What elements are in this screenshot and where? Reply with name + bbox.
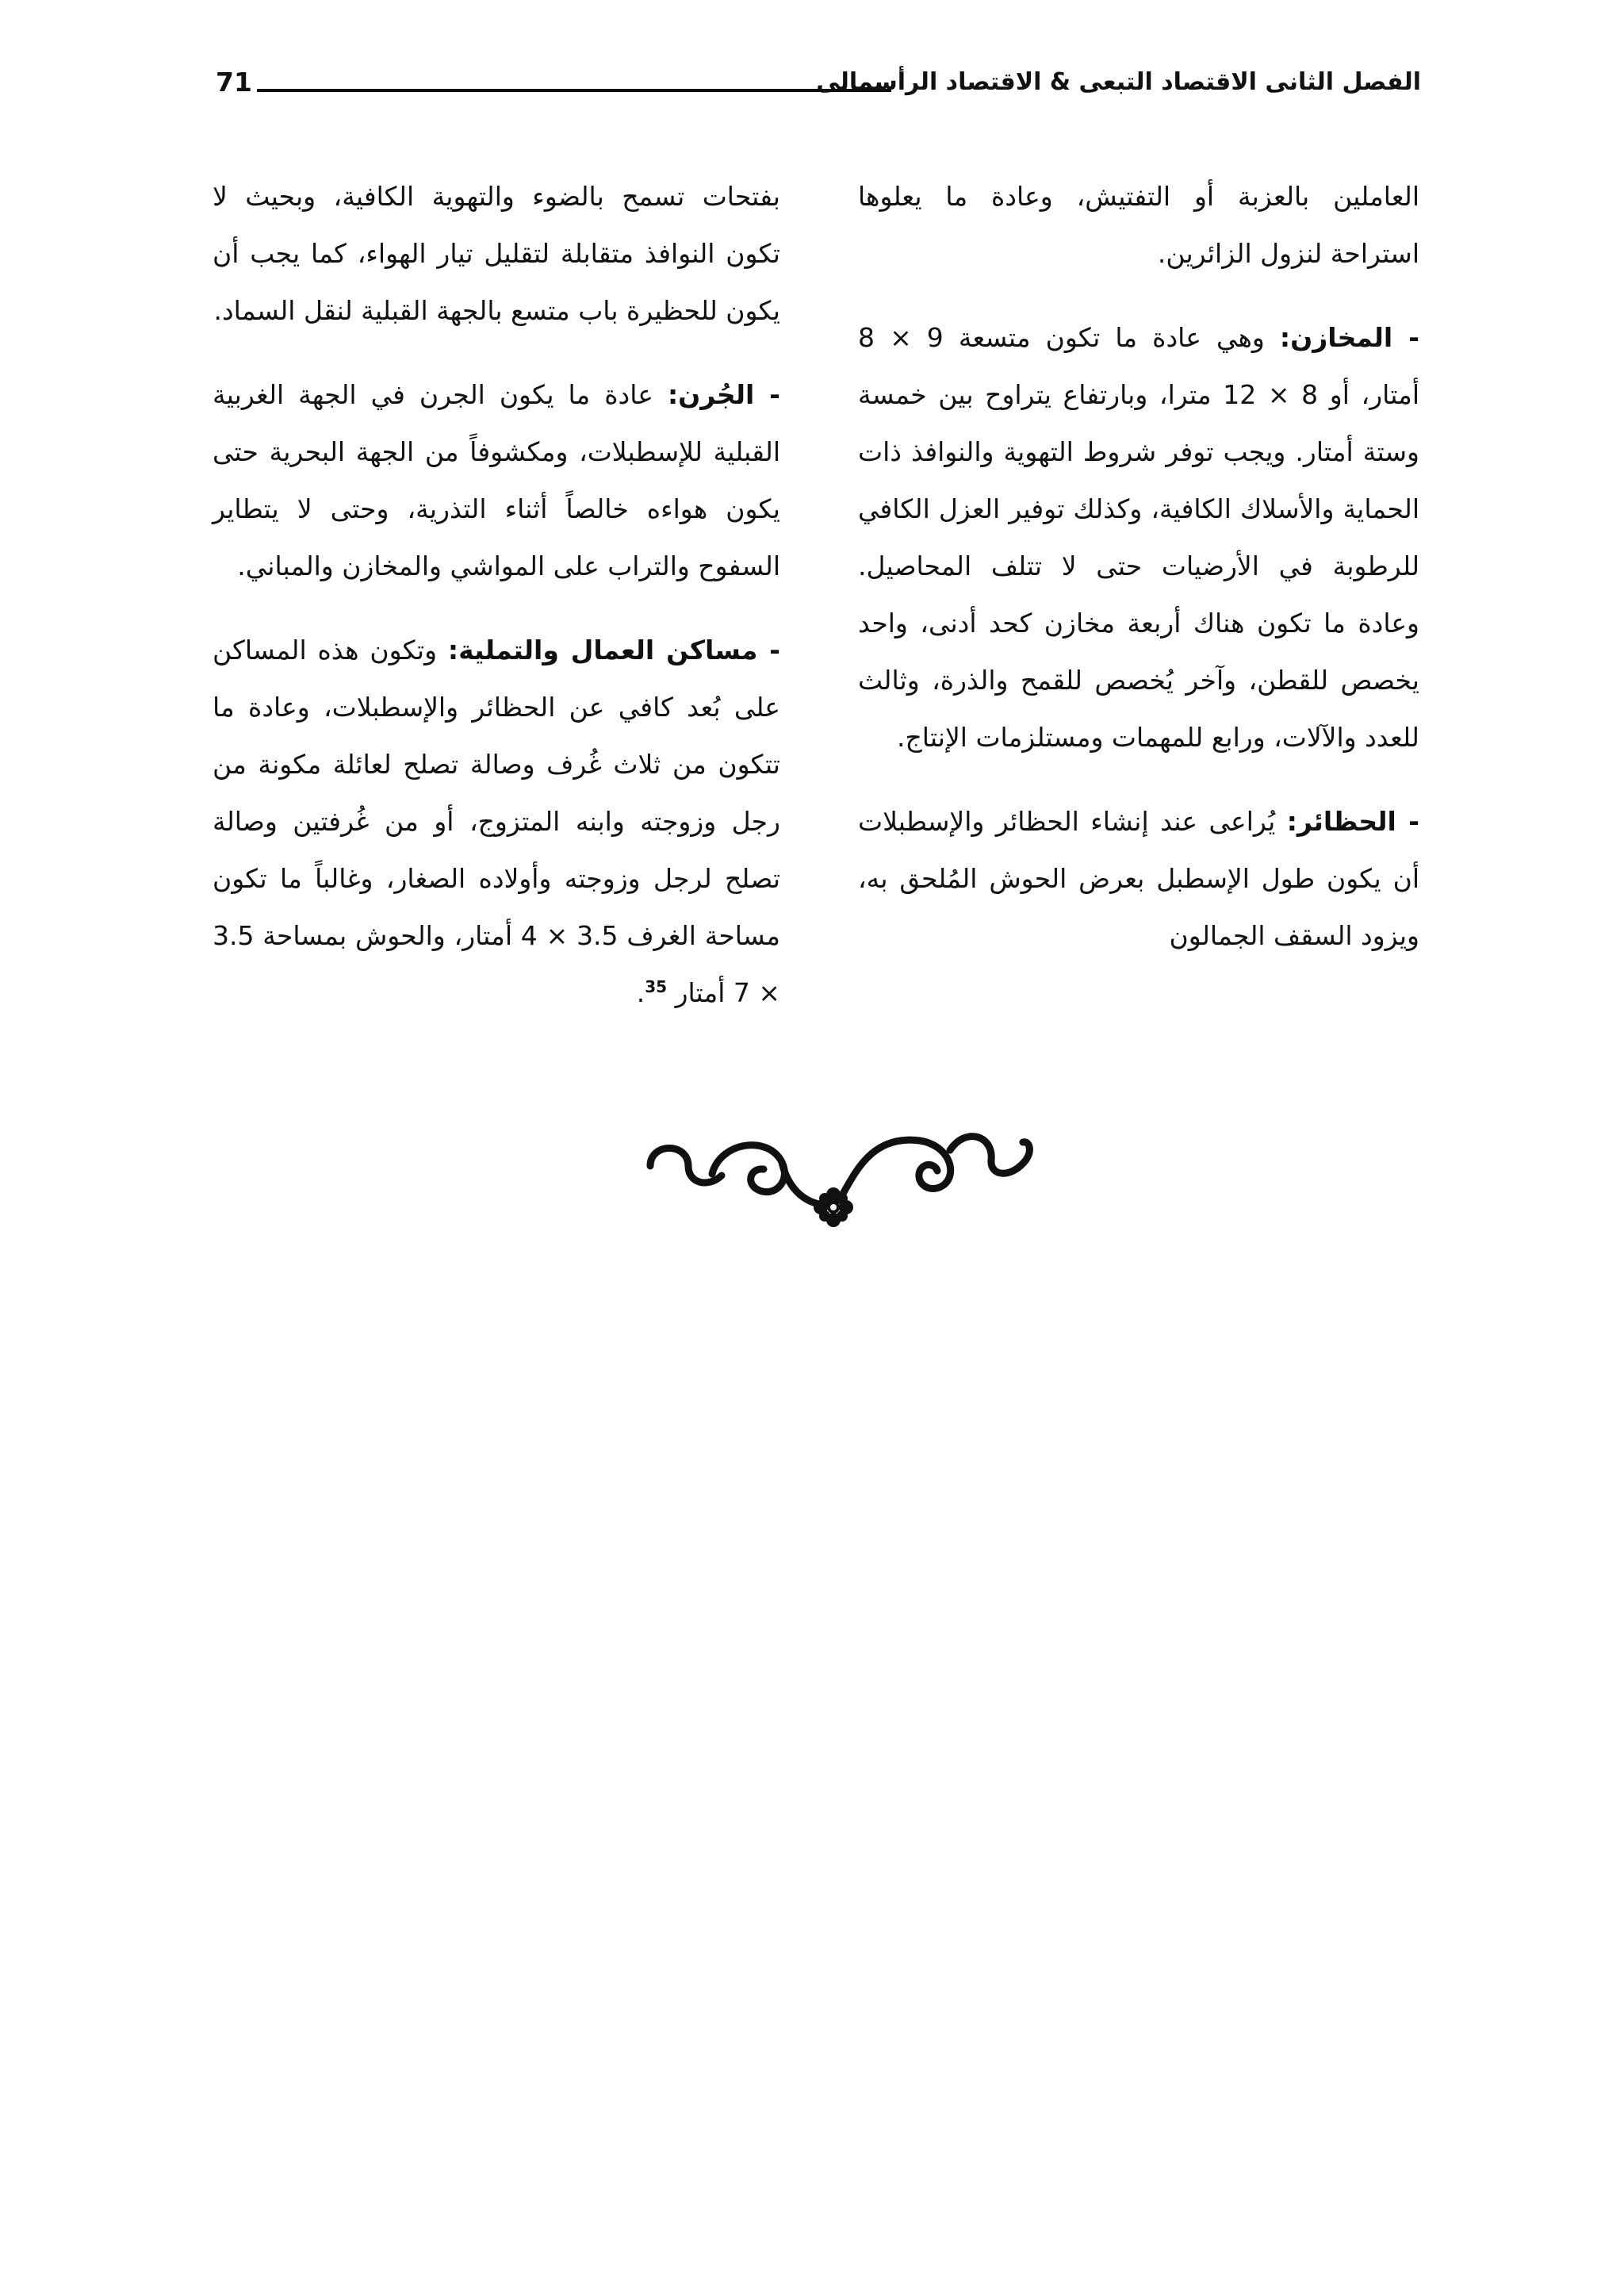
term-stores: - المخازن:	[1279, 322, 1419, 353]
paragraph-text: وهي عادة ما تكون متسعة 9 × 8 أمتار، أو 8 × 12 مترا، وبارتفاع يتراوح بين خمسة وستة أمتار. ويجب توفر شروط التهوية والنوافذ ذات الحماية والأسلاك الكافية، وكذلك توفير العزل الكافي للرطوبة في الأرضيات حتى لا تتلف المحاصيل. وعادة ما تكون هناك أربعة مخازن كحد أدنى، واحد يخصص للقطن، وآخر يُخصص للقمح والذرة، وثالث للعدد والآلات، ورابع للمهمات ومستلزمات الإنتاج.	[858, 322, 1419, 753]
paragraph-threshing-floor	[213, 366, 780, 595]
right-column	[858, 168, 1419, 992]
term-threshing-floor: - الجُرن:	[667, 379, 780, 410]
paragraph-text: بفتحات تسمح بالضوء والتهوية الكافية، وبحيث لا تكون النوافذ متقابلة لتقليل تيار الهواء، كما يجب أن يكون للحظيرة باب متسع بالجهة القبلية لنقل السماد.	[213, 181, 780, 326]
page-number: 71	[216, 67, 252, 98]
paragraph-intro-continued	[858, 168, 1419, 282]
paragraph-text: العاملين بالعزبة أو التفتيش، وعادة ما يعلوها استراحة لنزول الزائرين.	[858, 181, 1419, 269]
floral-flourish-icon	[633, 1118, 1045, 1237]
paragraph-worker-housing	[213, 622, 780, 1022]
paragraph-barns-continued	[213, 168, 780, 339]
header-rule	[257, 89, 891, 92]
paragraph-end-punctuation: .	[636, 977, 645, 1008]
paragraph-text: يُراعى عند إنشاء الحظائر والإسطبلات أن يكون طول الإسطبل بعرض الحوش المُلحق به، ويزود السقف الجمالون	[858, 806, 1419, 951]
left-column	[213, 168, 780, 1049]
paragraph-text: وتكون هذه المساكن على بُعد كافي عن الحظائر والإسطبلات، وعادة ما تتكون من ثلاث غُرف وصالة تصلح لعائلة مكونة من رجل وزوجته وابنه المتزوج، أو من غُرفتين وصالة تصلح لرجل وزوجته وأولاده الصغار، وغالباً ما تكون مساحة الغرف 3.5 × 4 أمتار، والحوش بمساحة 3.5 × 7 أمتار	[213, 635, 780, 1008]
paragraph-barns	[858, 793, 1419, 965]
paragraph-stores	[858, 309, 1419, 766]
footnote-reference[interactable]: 35	[645, 977, 668, 996]
term-worker-housing: - مساكن العمال والتملية:	[447, 635, 780, 666]
running-header	[216, 62, 1421, 109]
term-barns: - الحظائر:	[1286, 806, 1419, 837]
paragraph-text: عادة ما يكون الجرن في الجهة الغربية القبلية للإسطبلات، ومكشوفاً من الجهة البحرية حتى يكون هواءه خالصاً أثناء التذرية، وحتى لا يتطاير السفوح والتراب على المواشي والمخازن والمباني.	[213, 379, 780, 581]
chapter-title: الفصل الثانى الاقتصاد التبعى & الاقتصاد الرأسمالى	[816, 68, 1421, 96]
